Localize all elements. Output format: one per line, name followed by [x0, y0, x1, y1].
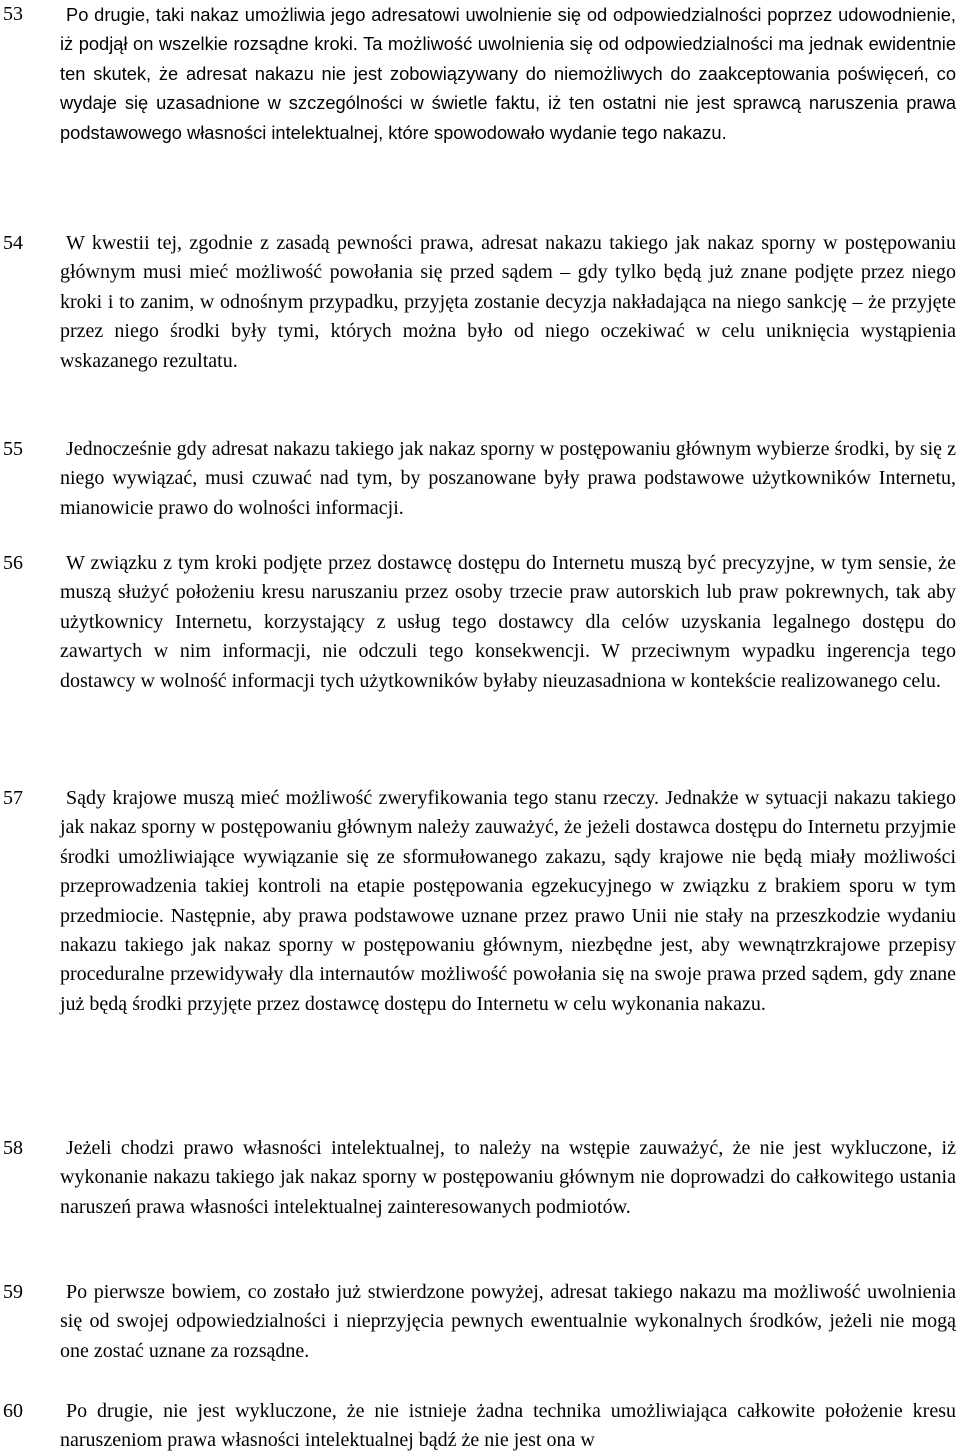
- paragraph-text: W związku z tym kroki podjęte przez dostawcę dostępu do Internetu muszą być precyzyjne, w tym sensie, że muszą służyć położeniu kresu naruszaniu przez osoby trzecie praw autorskich lub praw pokrewnych, tak aby użytkownicy Internetu, korzystający z usług tego dostawcy dla celów uzyskania legalnego dostępu do zawartych w nim informacji, nie odczuli tego konsekwencji. W przeciwnym wypadku ingerencja tego dostawcy w wolność informacji tych użytkowników byłaby nieuzasadniona w kontekście realizowanego celu.: [60, 552, 956, 692]
- paragraph-number: 59: [3, 1281, 23, 1303]
- paragraph-number: 56: [3, 552, 23, 574]
- paragraph-number: 54: [3, 232, 23, 254]
- paragraph-text: W kwestii tej, zgodnie z zasadą pewności prawa, adresat nakazu takiego jak nakaz sporny w postępowaniu głównym musi mieć możliwość powołania się przed sądem – gdy tylko będą już znane podjęte przez niego kroki i to zanim, w odnośnym przypadku, przyjęta zostanie decyzja nakładająca na niego sankcję – że przyjęte przez niego środki były tymi, których można było od niego oczekiwać w celu uniknięcia wystąpienia wskazanego rezultatu.: [60, 232, 956, 372]
- paragraph-number: 60: [3, 1400, 23, 1422]
- paragraph-number: 53: [3, 3, 23, 25]
- paragraph-text: Jednocześnie gdy adresat nakazu takiego jak nakaz sporny w postępowaniu głównym wybierze środki, by się z niego wywiązać, musi czuwać nad tym, by poszanowane były prawa podstawowe użytkowników Internetu, mianowicie prawo do wolności informacji.: [60, 438, 956, 519]
- paragraph-number: 55: [3, 438, 23, 460]
- paragraph-text: Po drugie, nie jest wykluczone, że nie istnieje żadna technika umożliwiająca całkowite położenie kresu naruszeniom prawa własności intelektualnej bądź że nie jest ona w: [60, 1400, 956, 1452]
- paragraph-number: 57: [3, 787, 23, 809]
- paragraph-text: Po drugie, taki nakaz umożliwia jego adresatowi uwolnienie się od odpowiedzialności poprzez udowodnienie, iż podjął on wszelkie rozsądne kroki. Ta możliwość uwolnienia się od odpowiedzialności ma jednak ewidentnie ten skutek, że adresat nakazu nie jest zobowiązywany do niemożliwych do zaakceptowania poświęceń, co wydaje się uzasadnione w szczególności w świetle faktu, iż ten ostatni nie jest sprawcą naruszenia prawa podstawowego własności intelektualnej, które spowodowało wydanie tego nakazu.: [60, 4, 956, 143]
- paragraph-text: Po pierwsze bowiem, co zostało już stwierdzone powyżej, adresat takiego nakazu ma możliwość uwolnienia się od swojej odpowiedzialności i nieprzyjęcia pewnych ewentualnie wykonalnych środków, jeżeli nie mogą one zostać uznane za rozsądne.: [60, 1281, 956, 1362]
- paragraph-text: Jeżeli chodzi prawo własności intelektualnej, to należy na wstępie zauważyć, że nie jest wykluczone, iż wykonanie nakazu takiego jak nakaz sporny w postępowaniu głównym nie doprowadzi do całkowitego ustania naruszeń prawa własności intelektualnej zainteresowanych podmiotów.: [60, 1137, 956, 1218]
- paragraph-number: 58: [3, 1137, 23, 1159]
- paragraph-text: Sądy krajowe muszą mieć możliwość zweryfikowania tego stanu rzeczy. Jednakże w sytuacji nakazu takiego jak nakaz sporny w postępowaniu głównym należy zauważyć, że jeżeli dostawca dostępu do Internetu przyjmie środki umożliwiające wywiązanie się ze sformułowanego zakazu, sądy krajowe nie będą miały możliwości przeprowadzenia takiej kontroli na etapie postępowania egzekucyjnego w związku z brakiem sporu w tym przedmiocie. Następnie, aby prawa podstawowe uznane przez prawo Unii nie stały na przeszkodzie wydaniu nakazu takiego jak nakaz sporny w postępowaniu głównym, niezbędne jest, aby wewnątrzkrajowe przepisy proceduralne przewidywały dla internautów możliwość powołania się na swoje prawa przed sądem, gdy znane już będą środki przyjęte przez dostawcę dostępu do Internetu w celu wykonania nakazu.: [60, 787, 956, 1015]
